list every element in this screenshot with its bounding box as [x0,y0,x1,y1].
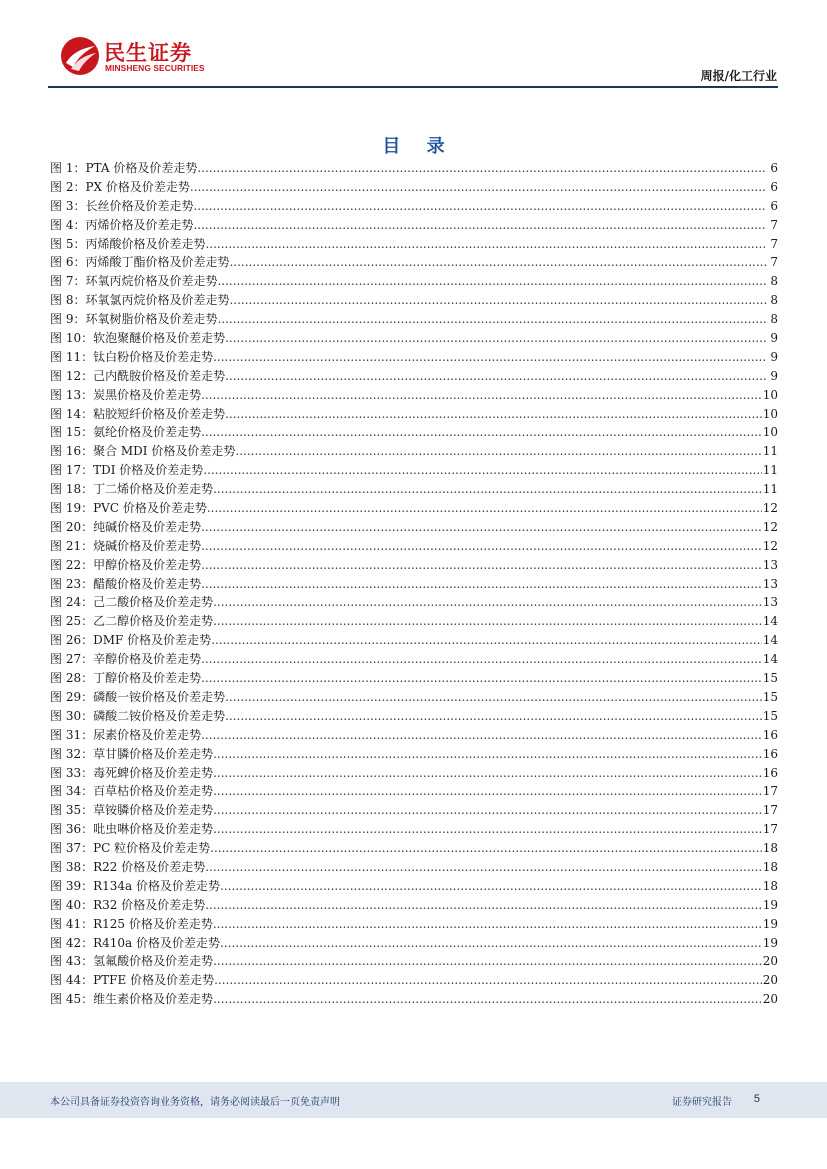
toc-dot-leader [205,896,762,915]
toc-entry-label: 图 29：磷酸一铵价格及价差走势 [50,689,226,704]
toc-entry-label: 图 4：丙烯价格及价差走势 [50,217,194,232]
toc-dot-leader [213,612,762,631]
toc-entry-page: 8 [770,312,778,327]
toc-entry-label: 图 20：纯碱价格及价差走势 [50,519,202,534]
toc-entry-page: 11 [762,463,778,478]
toc-entry-page: 19 [762,897,778,912]
toc-entry-label: 图 7：环氧丙烷价格及价差走势 [50,274,218,289]
toc-dot-leader [217,310,767,329]
toc-entry[interactable] [50,216,778,235]
toc-entry-label: 图 19：PVC 价格及价差走势 [50,501,207,516]
toc-entry-label: 图 14：粘胶短纤价格及价差走势 [50,406,226,421]
toc-entry[interactable] [50,764,778,783]
toc-entry[interactable] [50,745,778,764]
toc-dot-leader [213,915,762,934]
toc-entry[interactable] [50,197,778,216]
logo-english-name: MINSHENG SECURITIES [105,63,205,73]
toc-entry-label: 图 6：丙烯酸丁酯价格及价差走势 [50,255,230,270]
toc-entry-label: 图 26：DMF 价格及价差走势 [50,633,212,648]
toc-entry[interactable] [50,518,778,537]
toc-entry-page: 12 [762,501,778,516]
toc-entry[interactable] [50,423,778,442]
toc-entry[interactable] [50,386,778,405]
toc-entry[interactable] [50,442,778,461]
toc-entry-label: 图 18：丁二烯价格及价差走势 [50,482,214,497]
company-logo [60,36,230,76]
toc-dot-leader [213,990,762,1009]
toc-entry-label: 图 28：丁醇价格及价差走势 [50,671,202,686]
toc-entry[interactable] [50,253,778,272]
toc-entry[interactable] [50,593,778,612]
toc-dot-leader [197,159,767,178]
toc-entry[interactable] [50,726,778,745]
toc-entry-page: 13 [762,595,778,610]
toc-entry-label: 图 15：氨纶价格及价差走势 [50,425,202,440]
toc-dot-leader [201,669,762,688]
toc-entry[interactable] [50,877,778,896]
toc-entry[interactable] [50,650,778,669]
toc-entry[interactable] [50,839,778,858]
toc-entry-page: 17 [762,822,778,837]
toc-entry-label: 图 39：R134a 价格及价差走势 [50,878,220,893]
toc-dot-leader [193,216,767,235]
toc-title: 目 录 [382,136,455,157]
toc-entry[interactable] [50,329,778,348]
toc-dot-leader [193,197,767,216]
toc-entry[interactable] [50,310,778,329]
page-header [0,0,827,90]
toc-entry-label: 图 25：乙二醇价格及价差走势 [50,614,214,629]
toc-entry-page: 20 [762,954,778,969]
toc-entry-page: 7 [770,255,778,270]
toc-entry[interactable] [50,272,778,291]
toc-dot-leader [201,386,762,405]
toc-entry-page: 19 [762,935,778,950]
toc-entry-label: 图 11：钛白粉价格及价差走势 [50,349,214,364]
toc-dot-leader [235,442,761,461]
toc-dot-leader [205,235,767,254]
toc-dot-leader [213,820,762,839]
toc-entry-page: 10 [762,406,778,421]
toc-entry-label: 图 45：维生素价格及价差走势 [50,992,214,1007]
toc-dot-leader [201,575,762,594]
logo-chinese-name: 民生证券 [104,41,192,65]
toc-entry[interactable] [50,971,778,990]
toc-entry[interactable] [50,707,778,726]
minsheng-logo-icon [60,36,100,76]
toc-entry-page: 10 [762,387,778,402]
toc-entry-page: 20 [762,992,778,1007]
toc-entry-label: 图 16：聚合 MDI 价格及价差走势 [50,444,236,459]
toc-entry[interactable] [50,178,778,197]
toc-entry[interactable] [50,952,778,971]
toc-entry[interactable] [50,990,778,1009]
toc-entry-page: 15 [762,708,778,723]
toc-entry-label: 图 12：己内酰胺价格及价差走势 [50,368,226,383]
toc-entry[interactable] [50,461,778,480]
toc-entry[interactable] [50,575,778,594]
toc-entry-page: 17 [762,803,778,818]
toc-entry-label: 图 27：辛醇价格及价差走势 [50,652,202,667]
toc-entry-label: 图 1：PTA 价格及价差走势 [50,161,198,175]
toc-entry[interactable] [50,612,778,631]
toc-entry-page: 14 [762,614,778,629]
toc-dot-leader [225,688,762,707]
toc-entry-page: 9 [770,331,778,346]
toc-entry-page: 8 [770,274,778,289]
toc-entry-page: 11 [762,482,778,497]
toc-dot-leader [217,272,767,291]
toc-entry-page: 15 [762,671,778,686]
toc-dot-leader [214,971,762,990]
toc-entry-page: 13 [762,557,778,572]
toc-entry-page: 7 [770,217,778,232]
toc-entry-label: 图 21：烧碱价格及价差走势 [50,538,202,553]
toc-entry-page: 10 [762,425,778,440]
toc-dot-leader [213,764,762,783]
toc-entry-page: 20 [762,973,778,988]
toc-entry[interactable] [50,669,778,688]
toc-dot-leader [213,782,762,801]
toc-entry-label: 图 8：环氧氯丙烷价格及价差走势 [50,293,230,308]
toc-entry-label: 图 17：TDI 价格及价差走势 [50,463,204,478]
toc-entry-page: 6 [770,161,778,175]
toc-entry-label: 图 9：环氧树脂价格及价差走势 [50,312,218,327]
toc-entry-label: 图 23：醋酸价格及价差走势 [50,576,202,591]
toc-entry-page: 18 [762,878,778,893]
toc-entry-label: 图 32：草甘膦价格及价差走势 [50,746,214,761]
toc-entry[interactable] [50,782,778,801]
toc-entry[interactable] [50,235,778,254]
toc-dot-leader [201,518,762,537]
toc-entry[interactable] [50,499,778,518]
toc-dot-leader [225,329,767,348]
toc-entry[interactable] [50,291,778,310]
toc-entry-label: 图 30：磷酸二铵价格及价差走势 [50,708,226,723]
toc-dot-leader [201,650,762,669]
toc-entry-page: 19 [762,916,778,931]
toc-entry[interactable] [50,631,778,650]
toc-entry[interactable] [50,537,778,556]
toc-entry[interactable] [50,556,778,575]
toc-dot-leader [201,556,762,575]
toc-entry[interactable] [50,348,778,367]
toc-dot-leader [220,934,762,953]
toc-entry-page: 6 [770,198,778,213]
toc-entry-label: 图 37：PC 粒价格及价差走势 [50,841,211,856]
toc-dot-leader [220,877,762,896]
toc-entry-page: 11 [762,444,778,459]
toc-dot-leader [211,631,762,650]
toc-entry[interactable] [50,405,778,424]
toc-entry-label: 图 2：PX 价格及价差走势 [50,179,190,194]
toc-entry[interactable] [50,367,778,386]
toc-entry-label: 图 5：丙烯酸价格及价差走势 [50,236,206,251]
toc-entry-label: 图 35：草铵膦价格及价差走势 [50,803,214,818]
toc-dot-leader [205,858,762,877]
toc-entry-label: 图 3：长丝价格及价差走势 [50,198,194,213]
toc-entry-page: 9 [770,349,778,364]
toc-entry-label: 图 34：百草枯价格及价差走势 [50,784,214,799]
header-divider [48,86,778,88]
toc-entry-label: 图 24：己二酸价格及价差走势 [50,595,214,610]
toc-entry-page: 16 [762,727,778,742]
toc-dot-leader [229,253,767,272]
toc-dot-leader [207,499,762,518]
toc-dot-leader [213,593,762,612]
toc-dot-leader [190,178,767,197]
report-type: 周报/化工行业 [700,69,777,83]
toc-dot-leader [201,537,762,556]
toc-entry-page: 13 [762,576,778,591]
footer-disclaimer: 本公司具备证券投资咨询业务资格，请务必阅读最后一页免责声明 [50,1097,340,1108]
toc-entry-page: 7 [770,236,778,251]
toc-entry-page: 16 [762,746,778,761]
toc-entry[interactable] [50,480,778,499]
toc-entry[interactable] [50,159,778,178]
toc-dot-leader [210,839,762,858]
toc-entry-label: 图 42：R410a 价格及价差走势 [50,935,220,950]
toc-entry[interactable] [50,915,778,934]
toc-dot-leader [213,801,762,820]
toc-entry-label: 图 43：氢氟酸价格及价差走势 [50,954,214,969]
toc-entry-page: 12 [762,538,778,553]
toc-entry-label: 图 36：吡虫啉价格及价差走势 [50,822,214,837]
page-footer [0,1082,827,1118]
page-number: 5 [753,1093,760,1105]
toc-dot-leader [225,405,762,424]
toc-entry[interactable] [50,820,778,839]
toc-entry-label: 图 10：软泡聚醚价格及价差走势 [50,331,226,346]
toc-entry[interactable] [50,896,778,915]
footer-doc-type: 证券研究报告 [672,1097,732,1108]
toc-dot-leader [213,480,762,499]
table-of-figures [50,159,778,1009]
toc-dot-leader [203,461,761,480]
toc-entry-page: 14 [762,633,778,648]
toc-entry-page: 9 [770,368,778,383]
toc-dot-leader [201,423,762,442]
toc-entry-page: 6 [770,179,778,194]
toc-entry-label: 图 38：R22 价格及价差走势 [50,859,206,874]
toc-entry-label: 图 13：炭黑价格及价差走势 [50,387,202,402]
toc-entry-page: 18 [762,841,778,856]
toc-entry-page: 14 [762,652,778,667]
toc-dot-leader [225,367,767,386]
toc-dot-leader [201,726,762,745]
toc-entry-page: 16 [762,765,778,780]
toc-dot-leader [225,707,762,726]
toc-entry-label: 图 22：甲醇价格及价差走势 [50,557,202,572]
toc-entry[interactable] [50,934,778,953]
toc-entry-label: 图 41：R125 价格及价差走势 [50,916,213,931]
toc-entry-page: 12 [762,519,778,534]
toc-entry-label: 图 40：R32 价格及价差走势 [50,897,206,912]
toc-entry-label: 图 44：PTFE 价格及价差走势 [50,973,215,988]
toc-entry-label: 图 31：尿素价格及价差走势 [50,727,202,742]
toc-entry[interactable] [50,801,778,820]
toc-entry[interactable] [50,858,778,877]
toc-entry-page: 18 [762,859,778,874]
toc-dot-leader [213,745,762,764]
toc-dot-leader [229,291,767,310]
toc-entry-page: 15 [762,689,778,704]
toc-entry-page: 8 [770,293,778,308]
toc-dot-leader [213,348,767,367]
toc-dot-leader [213,952,762,971]
toc-entry-page: 17 [762,784,778,799]
toc-entry[interactable] [50,688,778,707]
toc-entry-label: 图 33：毒死蜱价格及价差走势 [50,765,214,780]
